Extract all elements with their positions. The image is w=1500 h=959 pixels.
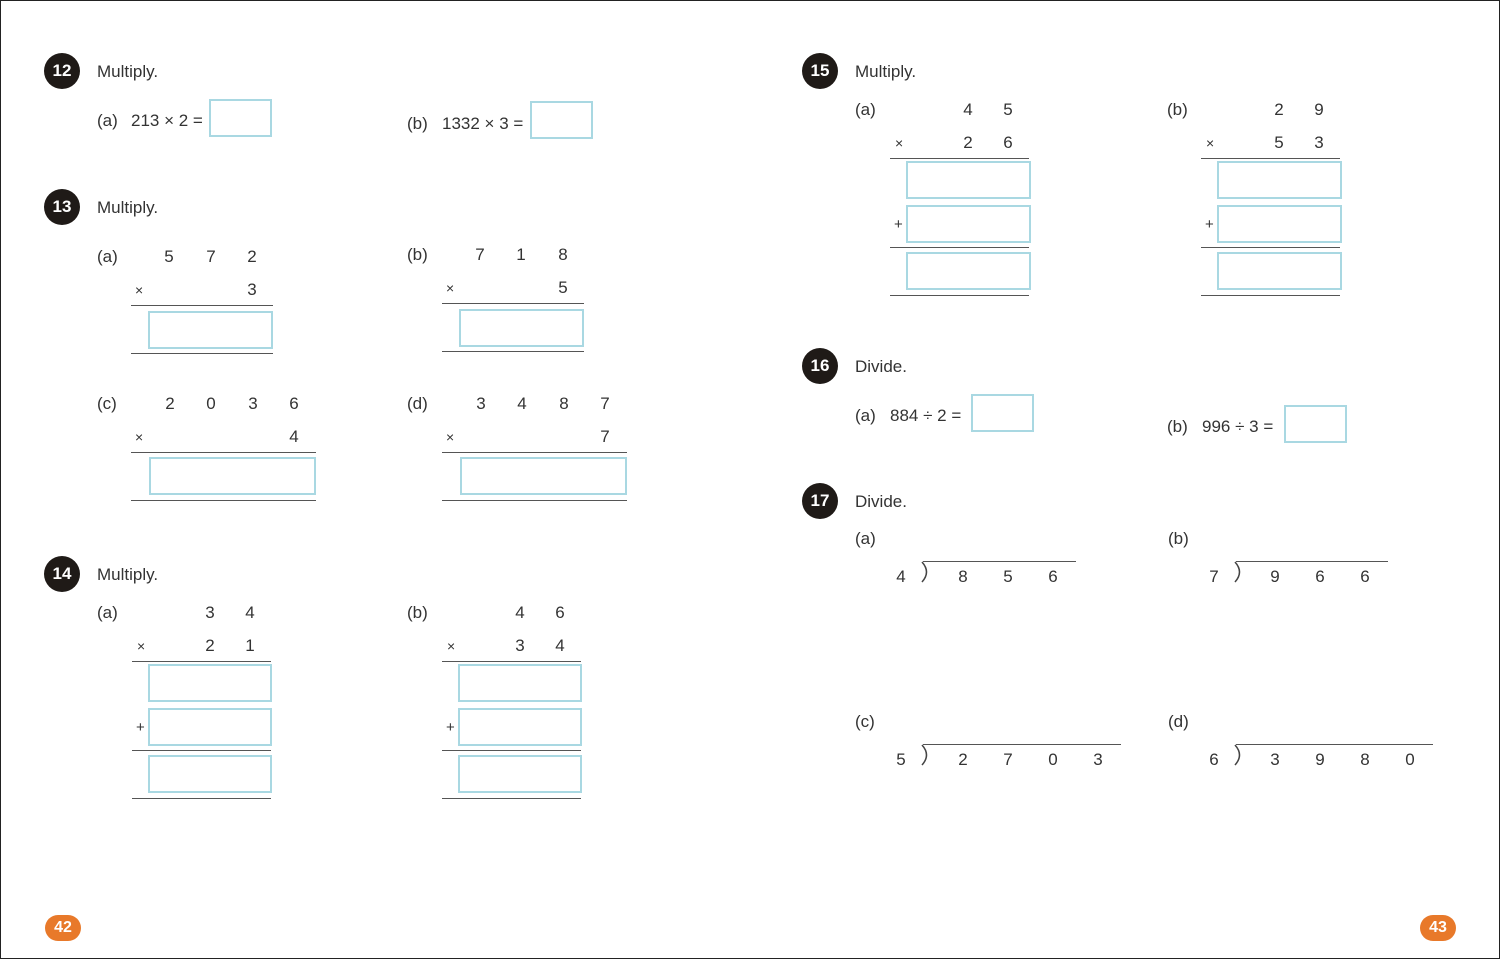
answer-box[interactable] bbox=[209, 99, 272, 137]
rule-line bbox=[132, 750, 271, 751]
digit: 7 bbox=[206, 247, 216, 266]
question-title: Divide. bbox=[855, 492, 907, 511]
plus-sign: + bbox=[894, 216, 903, 233]
digit: 6 bbox=[1003, 133, 1013, 152]
rule-line bbox=[131, 500, 316, 501]
digit: 4 bbox=[289, 427, 299, 446]
digit: 3 bbox=[247, 280, 257, 299]
answer-box[interactable] bbox=[458, 664, 582, 702]
digit: 0 bbox=[1048, 750, 1058, 769]
page-number-right: 43 bbox=[1420, 915, 1456, 941]
plus-sign: + bbox=[136, 719, 145, 736]
digit: 8 bbox=[559, 394, 569, 413]
question-title: Multiply. bbox=[97, 198, 159, 217]
rule-line bbox=[442, 303, 584, 304]
question-number-badge: 14 bbox=[44, 556, 80, 592]
question-title: Divide. bbox=[855, 357, 907, 376]
question-title: Multiply. bbox=[97, 565, 159, 584]
division-bar bbox=[923, 561, 1076, 562]
rule-line bbox=[1201, 247, 1340, 248]
digit: 3 bbox=[476, 394, 486, 413]
answer-box[interactable] bbox=[460, 457, 627, 495]
digit: 3 bbox=[515, 636, 525, 655]
part-label: (b) bbox=[1168, 529, 1189, 548]
digit: 6 bbox=[1048, 567, 1058, 586]
question-number-badge: 12 bbox=[44, 53, 80, 89]
digit: 1 bbox=[516, 245, 526, 264]
part-label: (a) bbox=[97, 603, 118, 622]
answer-box[interactable] bbox=[148, 755, 272, 793]
digit: 9 bbox=[1270, 567, 1280, 586]
digit: 4 bbox=[245, 603, 255, 622]
times-sign: × bbox=[447, 638, 456, 654]
digit: 9 bbox=[1314, 100, 1324, 119]
rule-line bbox=[442, 500, 627, 501]
digit: 3 bbox=[1093, 750, 1103, 769]
digit: 4 bbox=[555, 636, 565, 655]
answer-box[interactable] bbox=[530, 101, 593, 139]
digit: 6 bbox=[1315, 567, 1325, 586]
digit: 7 bbox=[1003, 750, 1013, 769]
division-bracket-icon bbox=[1232, 744, 1246, 766]
part-label: (b) bbox=[1167, 417, 1188, 436]
digit: 5 bbox=[1003, 100, 1013, 119]
expression: 1332 × 3 = bbox=[442, 114, 524, 133]
digit: 7 bbox=[475, 245, 485, 264]
part-label: (a) bbox=[855, 100, 876, 119]
digit: 2 bbox=[1274, 100, 1284, 119]
part-label: (d) bbox=[407, 394, 428, 413]
question-title: Multiply. bbox=[855, 62, 917, 81]
rule-line bbox=[131, 353, 273, 354]
divisor: 5 bbox=[896, 750, 906, 769]
times-sign: × bbox=[135, 429, 144, 445]
question-number-badge: 17 bbox=[802, 483, 838, 519]
times-sign: × bbox=[446, 280, 455, 296]
page-number-left: 42 bbox=[45, 915, 81, 941]
digit: 7 bbox=[600, 427, 610, 446]
part-label: (a) bbox=[97, 111, 118, 130]
rule-line bbox=[442, 351, 584, 352]
digit: 2 bbox=[963, 133, 973, 152]
part-label: (b) bbox=[407, 114, 428, 133]
division-bar bbox=[923, 744, 1121, 745]
answer-box[interactable] bbox=[459, 309, 584, 347]
answer-box[interactable] bbox=[906, 161, 1031, 199]
times-sign: × bbox=[135, 282, 144, 298]
part-label: (a) bbox=[97, 247, 118, 266]
divisor: 6 bbox=[1209, 750, 1219, 769]
answer-box[interactable] bbox=[971, 394, 1034, 432]
answer-box[interactable] bbox=[148, 311, 273, 349]
digit: 9 bbox=[1315, 750, 1325, 769]
divisor: 7 bbox=[1209, 567, 1219, 586]
digit: 3 bbox=[1314, 133, 1324, 152]
answer-box[interactable] bbox=[1217, 161, 1342, 199]
answer-box[interactable] bbox=[458, 755, 582, 793]
part-label: (a) bbox=[855, 406, 876, 425]
answer-box[interactable] bbox=[148, 664, 272, 702]
answer-box[interactable] bbox=[906, 205, 1031, 243]
rule-line bbox=[890, 295, 1029, 296]
plus-sign: + bbox=[1205, 216, 1214, 233]
divisor: 4 bbox=[896, 567, 906, 586]
answer-box[interactable] bbox=[1217, 205, 1342, 243]
answer-box[interactable] bbox=[1284, 405, 1347, 443]
digit: 2 bbox=[205, 636, 215, 655]
times-sign: × bbox=[137, 638, 146, 654]
answer-box[interactable] bbox=[148, 708, 272, 746]
digit: 0 bbox=[206, 394, 216, 413]
part-label: (c) bbox=[855, 712, 875, 731]
digit: 2 bbox=[247, 247, 257, 266]
expression: 884 ÷ 2 = bbox=[890, 406, 962, 425]
digit: 2 bbox=[958, 750, 968, 769]
expression: 213 × 2 = bbox=[131, 111, 203, 130]
rule-line bbox=[890, 158, 1029, 159]
rule-line bbox=[442, 452, 627, 453]
times-sign: × bbox=[1206, 135, 1215, 151]
plus-sign: + bbox=[446, 719, 455, 736]
answer-box[interactable] bbox=[458, 708, 582, 746]
rule-line bbox=[132, 798, 271, 799]
rule-line bbox=[132, 661, 271, 662]
digit: 5 bbox=[1274, 133, 1284, 152]
digit: 1 bbox=[245, 636, 255, 655]
digit: 8 bbox=[558, 245, 568, 264]
digit: 3 bbox=[248, 394, 258, 413]
part-label: (b) bbox=[407, 603, 428, 622]
division-bar bbox=[1236, 744, 1433, 745]
digit: 4 bbox=[963, 100, 973, 119]
digit: 5 bbox=[558, 278, 568, 297]
digit: 0 bbox=[1405, 750, 1415, 769]
rule-line bbox=[1201, 295, 1340, 296]
question-number-badge: 13 bbox=[44, 189, 80, 225]
rule-line bbox=[442, 750, 581, 751]
question-title: Multiply. bbox=[97, 62, 159, 81]
question-number-badge: 15 bbox=[802, 53, 838, 89]
rule-line bbox=[131, 305, 273, 306]
digit: 7 bbox=[600, 394, 610, 413]
expression: 996 ÷ 3 = bbox=[1202, 417, 1274, 436]
part-label: (b) bbox=[1167, 100, 1188, 119]
rule-line bbox=[131, 452, 316, 453]
digit: 6 bbox=[289, 394, 299, 413]
digit: 5 bbox=[164, 247, 174, 266]
digit: 3 bbox=[1270, 750, 1280, 769]
part-label: (c) bbox=[97, 394, 117, 413]
answer-box[interactable] bbox=[1217, 252, 1342, 290]
rule-line bbox=[890, 247, 1029, 248]
digit: 4 bbox=[517, 394, 527, 413]
division-bracket-icon bbox=[919, 744, 933, 766]
digit: 3 bbox=[205, 603, 215, 622]
answer-box[interactable] bbox=[149, 457, 316, 495]
digit: 8 bbox=[1360, 750, 1370, 769]
part-label: (a) bbox=[855, 529, 876, 548]
digit: 2 bbox=[165, 394, 175, 413]
times-sign: × bbox=[895, 135, 904, 151]
rule-line bbox=[442, 798, 581, 799]
digit: 8 bbox=[958, 567, 968, 586]
digit: 5 bbox=[1003, 567, 1013, 586]
part-label: (d) bbox=[1168, 712, 1189, 731]
digit: 6 bbox=[1360, 567, 1370, 586]
answer-box[interactable] bbox=[906, 252, 1031, 290]
digit: 6 bbox=[555, 603, 565, 622]
times-sign: × bbox=[446, 429, 455, 445]
division-bracket-icon bbox=[919, 561, 933, 583]
division-bracket-icon bbox=[1232, 561, 1246, 583]
rule-line bbox=[1201, 158, 1340, 159]
part-label: (b) bbox=[407, 245, 428, 264]
division-bar bbox=[1236, 561, 1388, 562]
question-number-badge: 16 bbox=[802, 348, 838, 384]
rule-line bbox=[442, 661, 581, 662]
digit: 4 bbox=[515, 603, 525, 622]
